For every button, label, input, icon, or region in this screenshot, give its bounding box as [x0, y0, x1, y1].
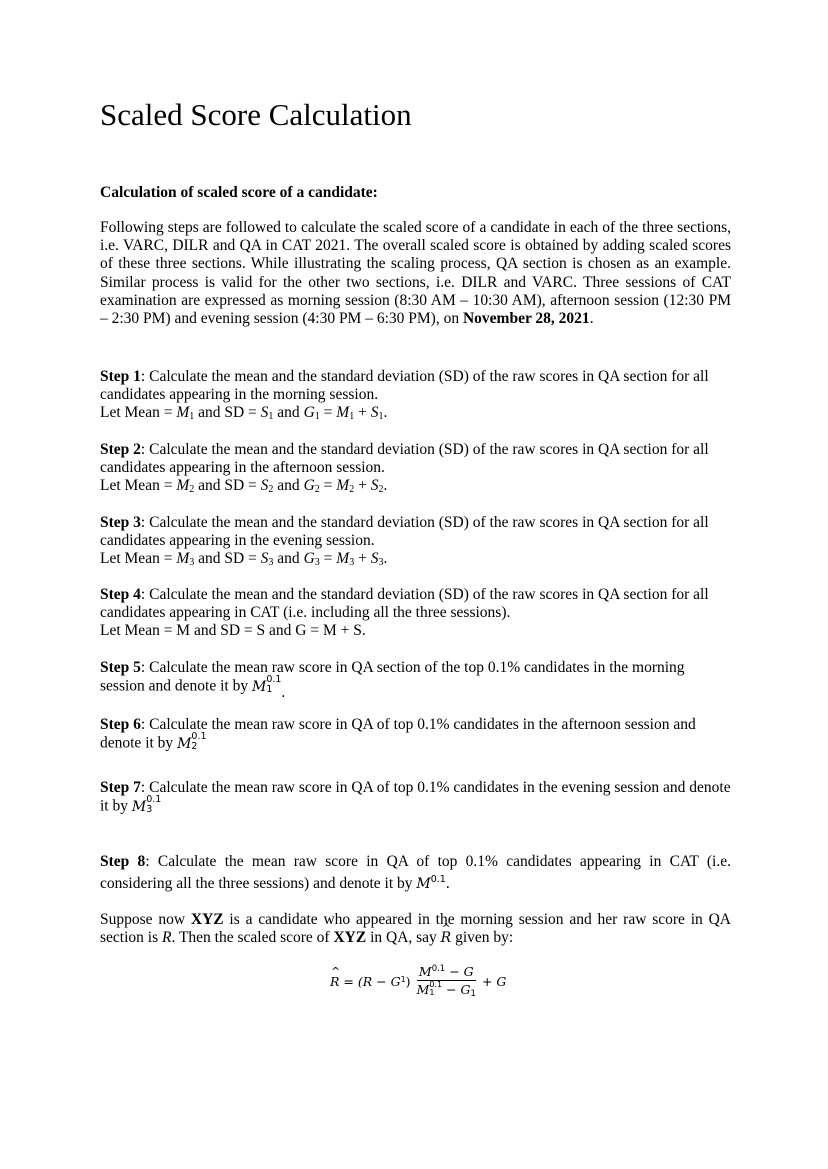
formula-plus: + G [481, 973, 507, 989]
math-script: 0.1 1 [266, 674, 282, 696]
step-label: Step 2 [100, 441, 141, 458]
formula-fraction [415, 964, 478, 999]
scaled-score-var: ^ R [441, 929, 452, 947]
step-text: : Calculate the mean and the standard deviation (SD) of the raw scores in QA section for all candidates appearing in the morning session. [100, 368, 709, 404]
fraction-numerator: $M^{0.1} - G$ [418, 964, 474, 979]
step-2 [100, 441, 731, 496]
step-5 [100, 659, 731, 701]
step-text: : Calculate the mean and the standard deviation (SD) of the raw scores in QA section for all candidates appearing in CAT (i.e. including all the three sessions). [100, 586, 709, 622]
exam-date: November 28, 2021 [462, 310, 590, 328]
formula-eq: = (R − G 1 ) [343, 973, 411, 989]
step-text: : Calculate the mean and the standard deviation (SD) of the raw scores in QA section for all candidates appearing in the evening session. [100, 514, 709, 550]
math-period: . [445, 875, 450, 893]
section-heading: Calculation of scaled score of a candidate: [100, 184, 378, 201]
step-label: Step 6 [100, 716, 141, 733]
step-1 [100, 368, 731, 423]
candidate-name: XYZ [190, 911, 224, 928]
step-4 [100, 586, 731, 641]
page-title: Scaled Score Calculation [100, 97, 412, 132]
intro-end: . [589, 310, 594, 328]
step-label: Step 7 [100, 779, 141, 796]
step-text: : Calculate the mean raw score in QA of top 0.1% candidates appearing in CAT (i.e. considering all the three sessions) and denote it by [100, 853, 731, 893]
math-m-top: M [416, 876, 431, 893]
intro-paragraph [100, 219, 731, 328]
scaling-formula [330, 964, 506, 999]
step-6 [100, 716, 731, 754]
step-label: Step 4 [100, 586, 141, 603]
candidate-name: XYZ [333, 929, 367, 947]
step-text: : Calculate the mean raw score in QA section of the top 0.1% candidates in the morning session and denote it by [100, 659, 685, 695]
fraction-denominator: M 0.1 1 − G1 [416, 979, 476, 999]
step-3 [100, 514, 731, 569]
step-let-line: Let Mean = $M_1$ and SD = $S_1$ and $G_1 = M_1 + S_1$. [100, 404, 388, 423]
math-sup: 0.1 [430, 874, 446, 886]
step-label: Step 5 [100, 659, 141, 676]
step-label: Step 1 [100, 368, 141, 385]
step-text: : Calculate the mean raw score in QA of top 0.1% candidates in the afternoon session and denote it by [100, 716, 696, 752]
raw-score-var: R [162, 929, 172, 947]
step-let-line: Let Mean = $M_3$ and SD = $S_3$ and $G_3 = M_3 + S_3$. [100, 550, 388, 569]
step-let-line: Let Mean = M and SD = S and G = M + S. [100, 622, 366, 640]
step-label: Step 3 [100, 514, 141, 531]
math-m1-top: M [251, 678, 267, 695]
step-8 [100, 853, 731, 894]
step-text: : Calculate the mean and the standard deviation (SD) of the raw scores in QA section for all candidates appearing in the afternoon session. [100, 441, 709, 477]
math-period: . [281, 683, 286, 701]
math-script: 0.1 3 [146, 794, 162, 816]
step-label: Step 8 [100, 853, 146, 870]
suppose-paragraph: Suppose now XYZ is a candidate who appeared in the morning session and her raw score in QA section is R. Then the scaled score of XYZ in QA, say ^ R given by: [100, 911, 731, 947]
math-script: 0.1 2 [191, 731, 207, 753]
step-7 [100, 779, 731, 817]
step-text: : Calculate the mean raw score in QA of top 0.1% candidates in the evening session and denote it by [100, 779, 731, 815]
math-m3-top: M [131, 798, 147, 815]
math-m2-top: M [177, 735, 192, 752]
formula-lhs: ^ R [330, 974, 339, 989]
intro-text: Following steps are followed to calculate the scaled score of a candidate in each of the three sections, i.e. VARC, DILR and QA in CAT 2021. The overall scaled score is obtained by adding scaled scores of these three sections. While illustrating the scaling process, QA section is chosen as an example. Similar process is valid for the other two sections, i.e. DILR and VARC. Three sessions of CAT examination are expressed as morning session (8:30 AM – 10:30 AM), afternoon session (12:30 PM – 2:30 PM) and evening session (4:30 PM – 6:30 PM), on [100, 219, 731, 328]
step-let-line: Let Mean = $M_2$ and SD = $S_2$ and $G_2 = M_2 + S_2$. [100, 477, 388, 496]
